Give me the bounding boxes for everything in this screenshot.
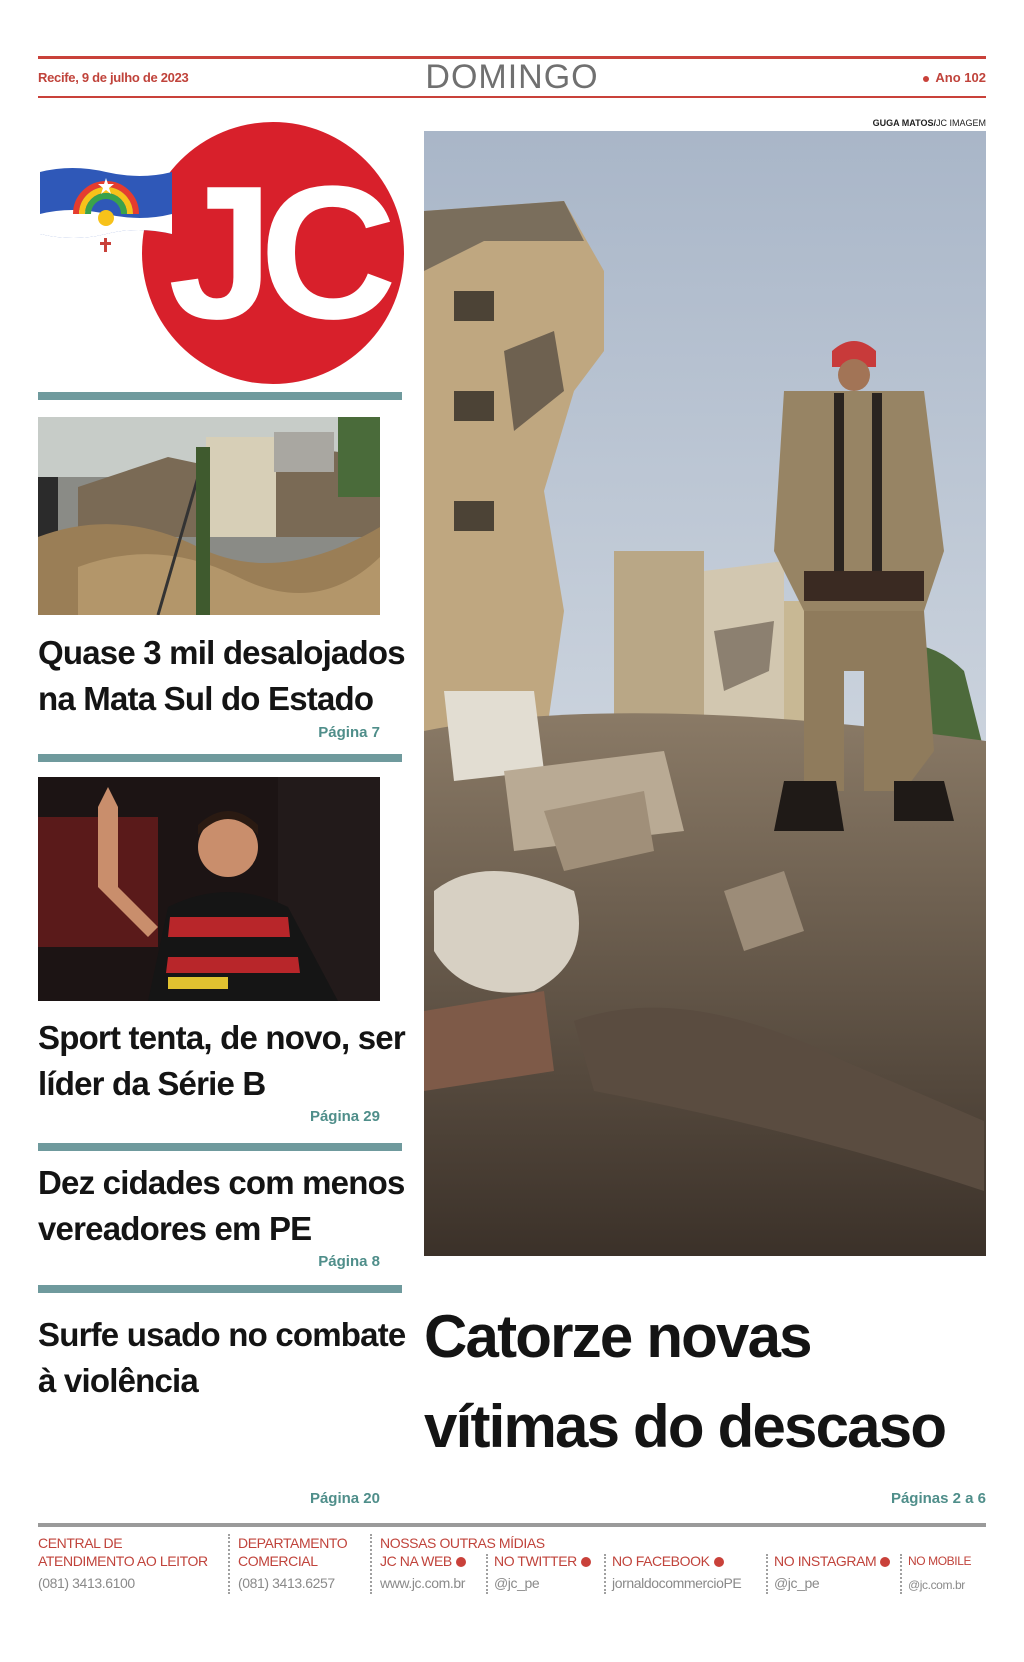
facebook-handle[interactable]: jornaldocommercioPE — [612, 1575, 742, 1591]
main-collapse-photo[interactable] — [424, 131, 986, 1256]
bullet-icon — [923, 76, 929, 82]
footer-separator — [228, 1534, 230, 1594]
footer-separator — [486, 1554, 488, 1594]
story-headline[interactable]: Dez cidades com menos vereadores em PE — [38, 1164, 405, 1247]
commercial-label: DEPARTAMENTO COMERCIAL — [238, 1535, 348, 1569]
twitter-icon — [581, 1557, 591, 1567]
page-reference[interactable]: Página 8 — [318, 1253, 380, 1270]
weekday-title: DOMINGO — [425, 58, 599, 96]
web-url[interactable]: www.jc.com.br — [380, 1575, 466, 1591]
reader-center — [38, 1534, 218, 1592]
story-headline[interactable]: Sport tenta, de novo, ser líder da Série B — [38, 1019, 405, 1102]
footer-separator — [766, 1554, 768, 1594]
header-bottom-rule — [38, 96, 986, 98]
commercial-phone[interactable]: (081) 3413.6257 — [238, 1575, 335, 1591]
section-divider — [38, 1143, 402, 1151]
instagram-handle[interactable]: @jc_pe — [774, 1575, 820, 1591]
page-reference[interactable]: Página 20 — [309, 1490, 380, 1507]
football-player-photo[interactable] — [38, 777, 380, 1001]
newspaper-logo[interactable] — [38, 122, 402, 386]
globe-icon — [456, 1557, 466, 1567]
facebook-icon — [714, 1557, 724, 1567]
section-divider — [38, 392, 402, 400]
logo-text: JC — [168, 147, 383, 359]
flood-photo[interactable] — [38, 417, 380, 615]
other-media-label: NOSSAS OUTRAS MÍDIAS — [380, 1535, 545, 1551]
reader-center-phone[interactable]: (081) 3413.6100 — [38, 1575, 135, 1591]
page-reference[interactable]: Página 29 — [309, 1108, 380, 1125]
section-divider — [38, 754, 402, 762]
main-headline[interactable]: Catorze novas vítimas do descaso — [424, 1303, 946, 1460]
photo-credit: GUGA MATOS/JC IMAGEM — [872, 118, 986, 128]
story-headline[interactable]: Surfe usado no combate à violência — [38, 1316, 406, 1399]
edition-date: Recife, 9 de julho de 2023 — [38, 70, 189, 85]
story-headline[interactable]: Quase 3 mil desalojados na Mata Sul do Estado — [38, 634, 405, 717]
section-divider — [38, 1285, 402, 1293]
footer-separator — [370, 1534, 372, 1594]
facebook-link[interactable]: NO FACEBOOK jornaldocommercioPE — [612, 1553, 742, 1591]
edition-year: Ano 102 — [923, 70, 986, 85]
footer-rule — [38, 1523, 986, 1527]
pernambuco-flag-icon — [38, 162, 174, 258]
instagram-link[interactable]: NO INSTAGRAM @jc_pe — [774, 1552, 890, 1592]
page-reference[interactable]: Página 7 — [318, 724, 380, 741]
instagram-icon — [880, 1557, 890, 1567]
commercial-department — [238, 1534, 368, 1592]
main-page-reference[interactable]: Páginas 2 a 6 — [890, 1490, 986, 1507]
twitter-link[interactable]: NO TWITTER @jc_pe — [494, 1552, 591, 1592]
footer-separator — [604, 1554, 606, 1594]
mobile-url[interactable]: @jc.com.br — [908, 1578, 965, 1592]
mobile-link[interactable]: NO MOBILE @jc.com.br — [908, 1554, 972, 1592]
reader-center-label: CENTRAL DE ATENDIMENTO AO LEITOR — [38, 1535, 208, 1569]
footer-separator — [900, 1554, 902, 1594]
web-link[interactable]: JC NA WEB www.jc.com.br — [380, 1553, 466, 1591]
twitter-handle[interactable]: @jc_pe — [494, 1575, 540, 1591]
